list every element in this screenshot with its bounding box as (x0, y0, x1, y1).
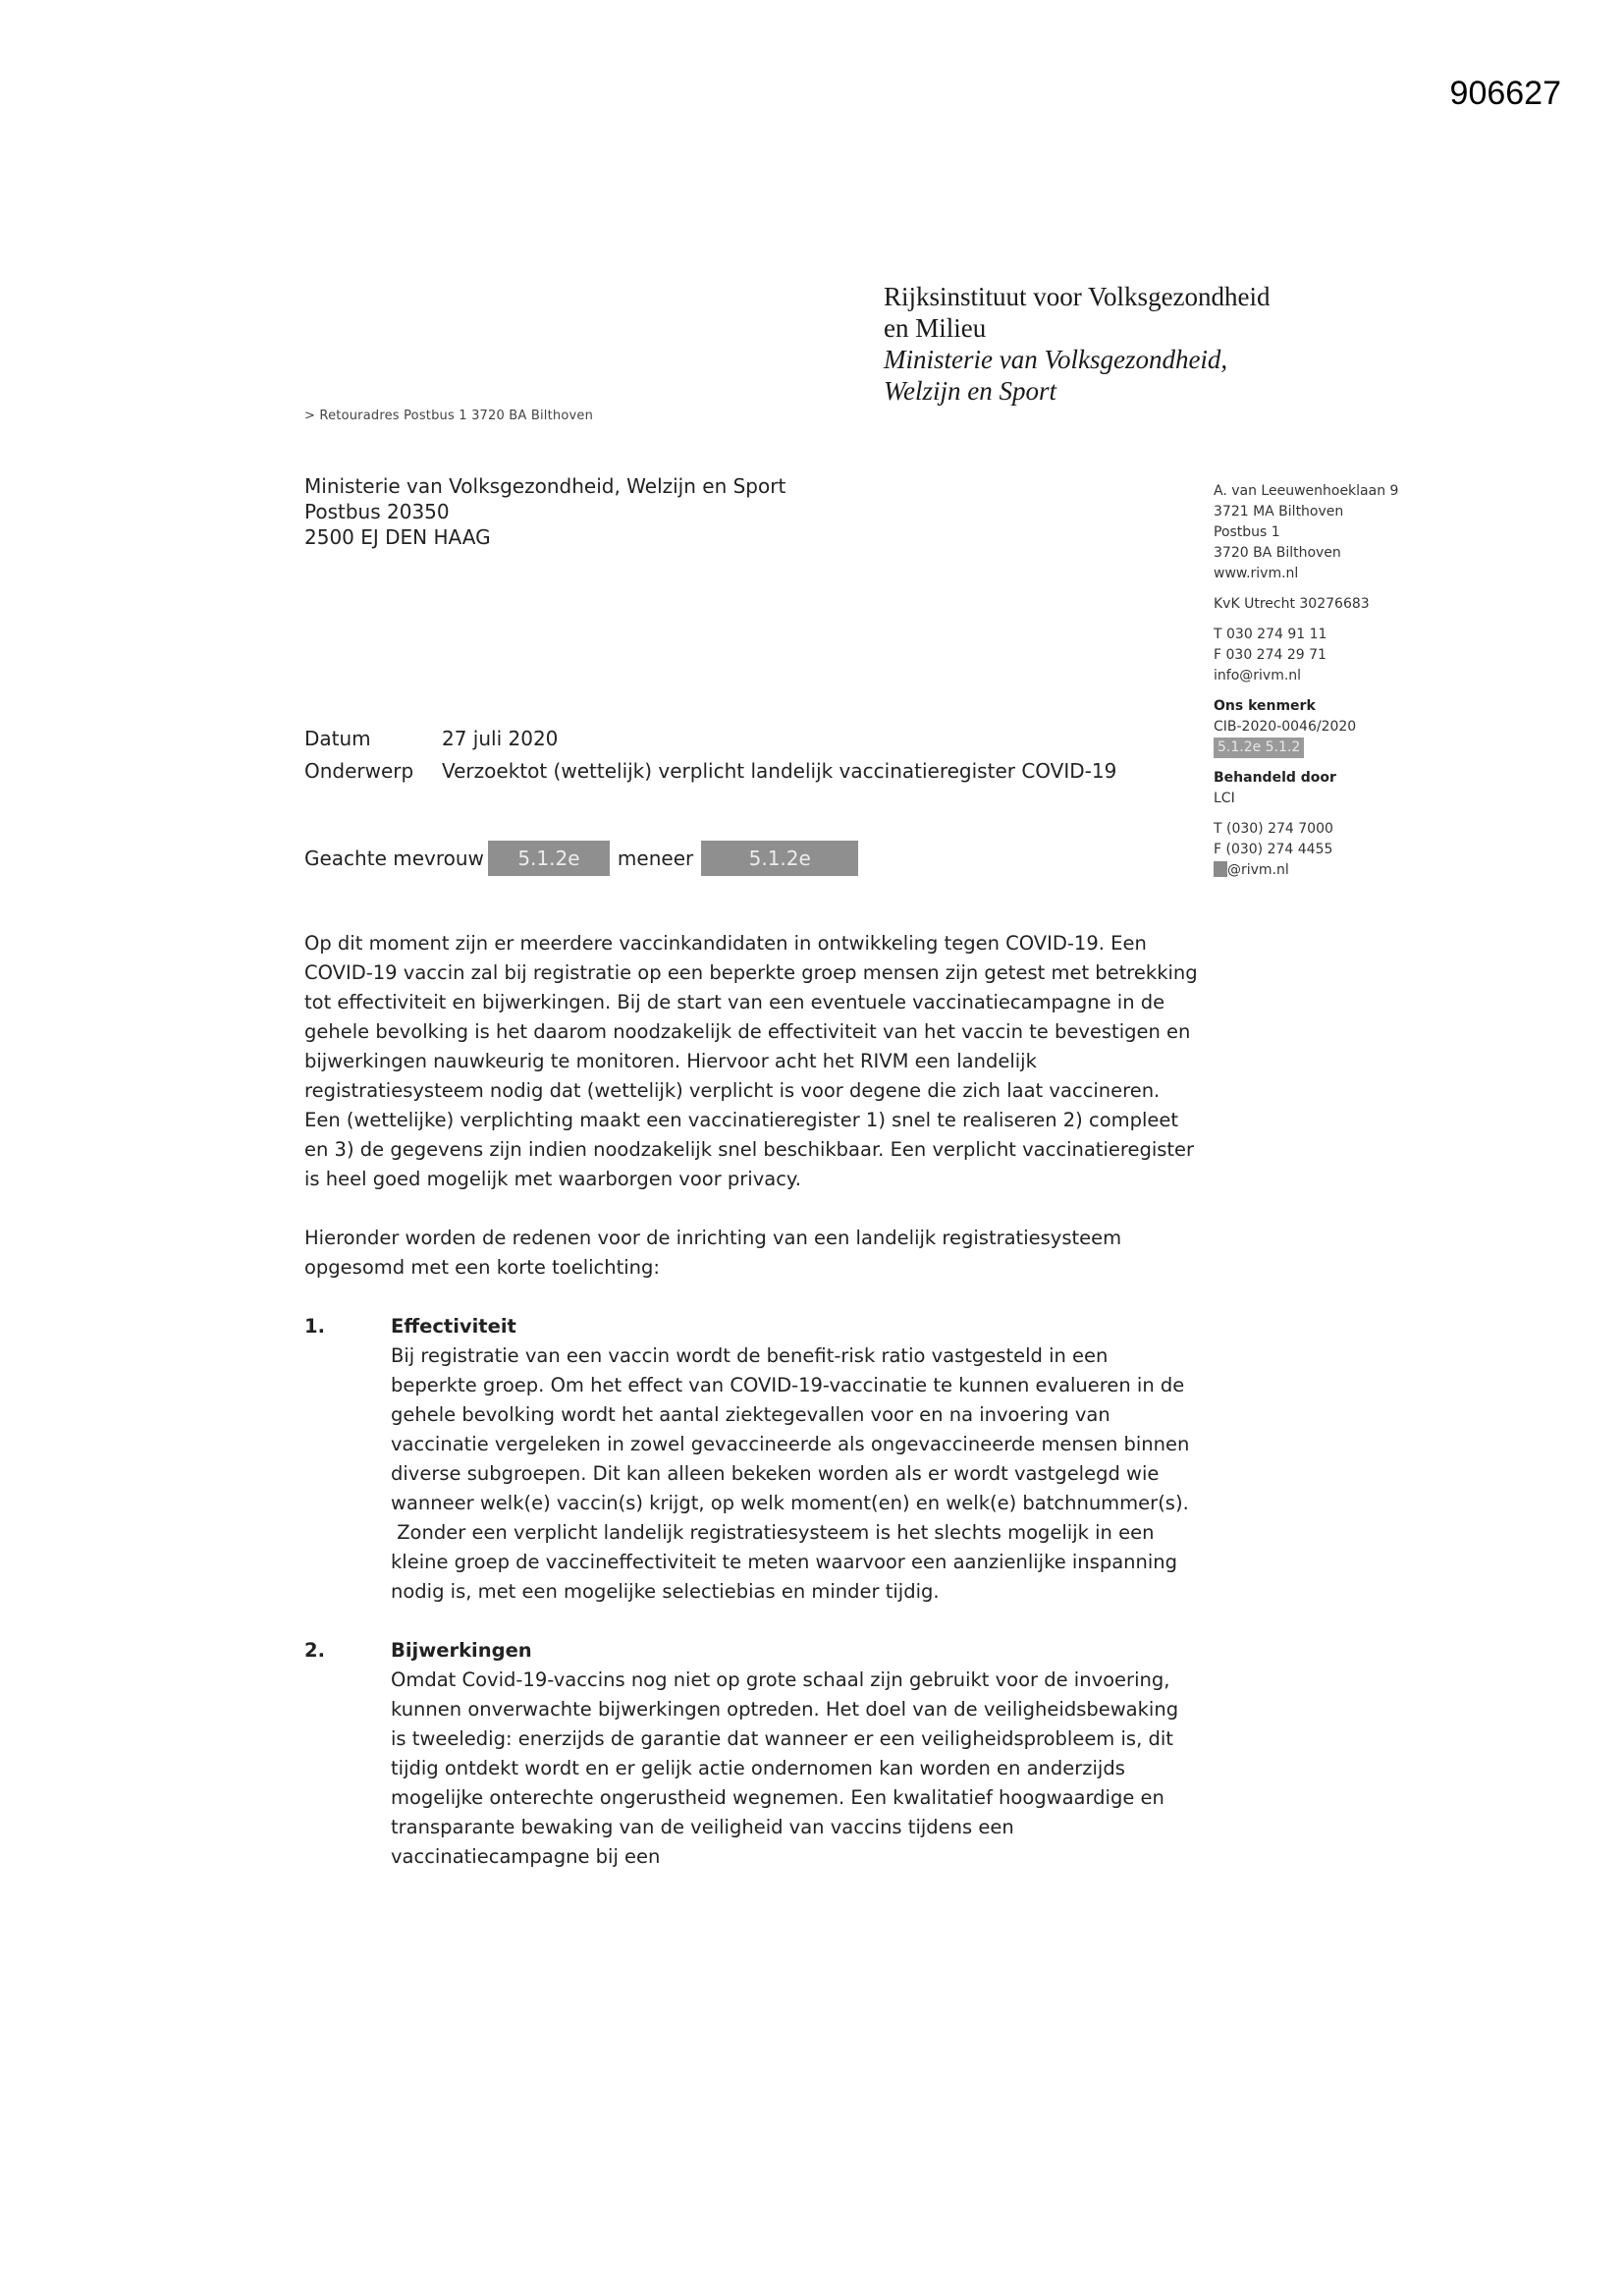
sidebar-fax: F 030 274 29 71 (1214, 647, 1326, 663)
paragraph: Op dit moment zijn er meerdere vaccinkandidaten in ontwikkeling tegen COVID-19. Een COVID-19 vaccin zal bij registratie op een beperkte groep mensen zijn getest met betrekking tot effectiviteit en bijwerkingen. Bij de start van een eventuele vaccinatiecampagne in de gehele bevolking is het daarom noodzakelijk de effectiviteit van het vaccin te bevestigen en bijwerkingen nauwkeurig te monitoren. Hiervoor acht het RIVM een landelijk registratiesysteem nodig dat (wettelijk) verplicht is voor degene die zich laat vaccineren. Een (wettelijke) verplichting maakt een vaccinatieregister 1) snel te realiseren 2) compleet en 3) de gegevens zijn indien noodzakelijk snel beschikbaar. Een verplicht vaccinatieregister is heel goed mogelijk met waarborgen voor privacy. (304, 932, 1198, 1190)
return-address: > Retouradres Postbus 1 3720 BA Bilthoven (304, 409, 594, 423)
section-text: Zonder een verplicht landelijk registratiesysteem is het slechts mogelijk in een kleine groep de vaccineffectiviteit te meten waarvoor een aanzienlijke inspanning nodig is, met een mogelijke selectiebias en minder tijdig. (391, 1521, 1184, 1603)
date-value: 27 juli 2020 (442, 727, 559, 750)
letter-meta (304, 723, 1116, 788)
sidebar-address-line: Postbus 1 (1214, 524, 1280, 540)
section-text: Bij registratie van een vaccin wordt de benefit-risk ratio vastgesteld in een beperkte groep. Om het effect van COVID-19-vaccinatie te kunnen evalueren in de gehele bevolking wordt het aantal ziektegevallen voor en na invoering van vaccinatie vergeleken in zowel gevaccineerde als ongevaccineerde mensen binnen diverse subgroepen. Dit kan alleen bekeken worden als er wordt vastgelegd wie wanneer welk(e) vaccin(s) krijgt, op welk moment(en) en welk(e) batchnummer(s). (391, 1344, 1190, 1514)
sidebar-address-line: 3720 BA Bilthoven (1214, 545, 1341, 561)
reference-value: CIB-2020-0046/2020 (1214, 719, 1357, 735)
logo-line-3: Ministerie van Volksgezondheid, (884, 345, 1228, 374)
section-text: Omdat Covid-19-vaccins nog niet op grote schaal zijn gebruikt voor de invoering, kunnen onverwachte bijwerkingen optreden. Het doel van de veiligheidsbewaking is tweeledig: enerzijds de garantie dat wanneer er een veiligheidsprobleem is, dit tijdig ontdekt wordt en er gelijk actie ondernomen kan worden en anderzijds mogelijke onterechte ongerustheid wegnemen. Een kwalitatief hoogwaardige en transparante bewaking van de veiligheid van vaccins tijdens een vaccinatiecampagne bij een (391, 1668, 1179, 1868)
section-effectiviteit (304, 1312, 1198, 1607)
name-redaction: 5.1.2e (701, 841, 858, 876)
handled-by-email: @rivm.nl (1227, 862, 1289, 878)
recipient-line-2: Postbus 20350 (304, 500, 450, 523)
handled-by-phone: T (030) 274 7000 (1214, 821, 1333, 837)
section-number: 1. (304, 1315, 325, 1338)
salutation-prefix: Geachte mevrouw (304, 847, 484, 870)
handled-by-label: Behandeld door (1214, 770, 1336, 786)
handled-by-fax: F (030) 274 4455 (1214, 842, 1333, 857)
letter-body (304, 929, 1198, 1901)
logo-line-4: Welzijn en Sport (884, 376, 1057, 406)
handled-by-value: LCI (1214, 791, 1235, 806)
rivm-logo (884, 281, 1271, 407)
reference-label: Ons kenmerk (1214, 698, 1316, 714)
subject-label: Onderwerp (304, 759, 414, 783)
sidebar-website: www.rivm.nl (1214, 566, 1299, 581)
sidebar-email: info@rivm.nl (1214, 668, 1302, 683)
document-number: 906627 (1449, 75, 1561, 112)
date-label: Datum (304, 727, 371, 750)
sidebar-address-line: 3721 MA Bilthoven (1214, 504, 1344, 519)
email-redaction (1214, 861, 1227, 877)
sidebar-phone: T 030 274 91 11 (1214, 627, 1327, 642)
reference-block (1214, 696, 1547, 758)
paragraph: Hieronder worden de redenen voor de inrichting van een landelijk registratiesysteem opgesomd met een korte toelichting: (304, 1227, 1122, 1279)
logo-line-1: Rijksinstituut voor Volksgezondheid (884, 282, 1271, 311)
sender-contact (1214, 625, 1547, 686)
sidebar-kvk: KvK Utrecht 30276683 (1214, 596, 1370, 612)
section-bijwerkingen (304, 1636, 1198, 1872)
logo-line-2: en Milieu (884, 313, 987, 343)
reference-redaction: 5.1.2e 5.1.2 (1214, 738, 1304, 758)
section-title: Effectiviteit (391, 1315, 516, 1338)
recipient-line-1: Ministerie van Volksgezondheid, Welzijn en Sport (304, 474, 786, 498)
sender-sidebar (1214, 481, 1547, 891)
recipient-line-3: 2500 EJ DEN HAAG (304, 525, 491, 549)
section-title: Bijwerkingen (391, 1639, 532, 1662)
name-redaction: 5.1.2e (488, 841, 610, 876)
sidebar-address-line: A. van Leeuwenhoeklaan 9 (1214, 483, 1399, 499)
handled-by-block (1214, 768, 1547, 881)
section-number: 2. (304, 1639, 325, 1662)
salutation (304, 841, 858, 876)
subject-value: Verzoektot (wettelijk) verplicht landelijk vaccinatieregister COVID-19 (442, 759, 1117, 783)
sender-address (1214, 481, 1547, 584)
salutation-middle: meneer (617, 847, 694, 870)
recipient-address (304, 473, 785, 550)
